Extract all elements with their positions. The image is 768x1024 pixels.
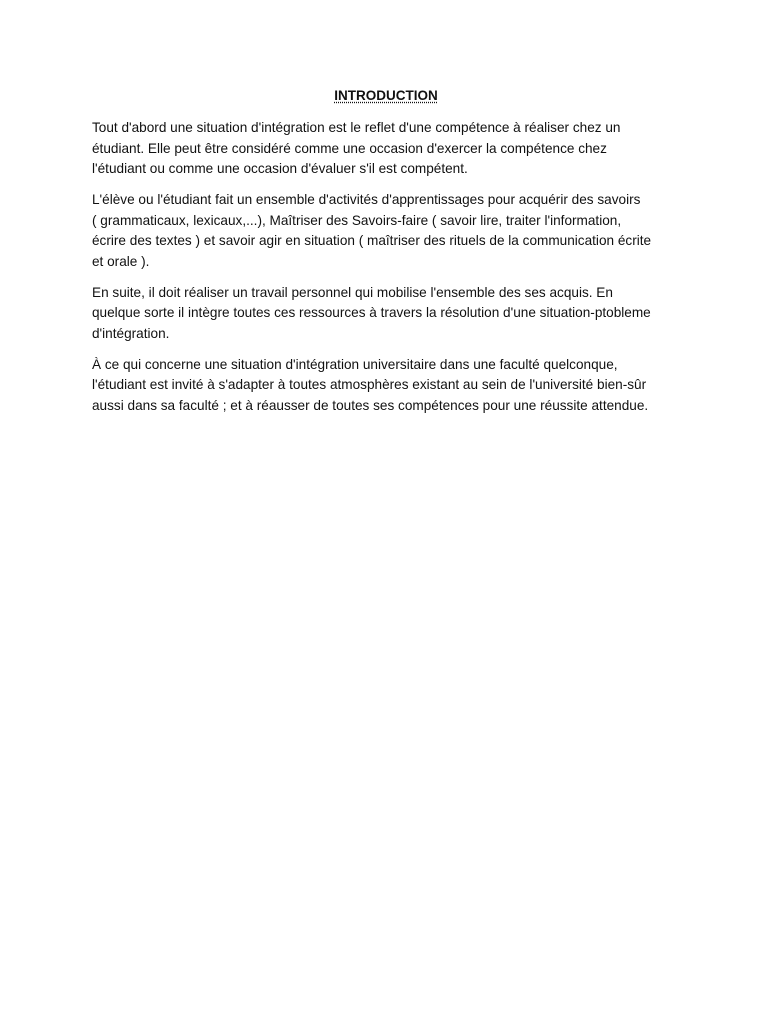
- text-line: l'étudiant ou comme une occasion d'évaluer s'il est compétent.: [92, 161, 468, 176]
- text-line: En suite, il doit réaliser un travail personnel qui mobilise l'ensemble des ses acquis. En: [92, 284, 613, 300]
- paragraph-2: [92, 190, 692, 272]
- paragraph-3: [92, 283, 692, 345]
- text-line: écrire des textes ) et savoir agir en situation ( maîtriser des rituels de la communication écrite: [92, 233, 652, 248]
- text-line: aussi dans sa faculté ; et à réausser de toutes ses compétences pour une réussite attendue.: [92, 397, 649, 413]
- document-body: [92, 118, 692, 427]
- text-line: l'étudiant est invité à s'adapter à toutes atmosphères existant au sein de l'université bien-sûr: [92, 377, 647, 392]
- text-line: ( grammaticaux, lexicaux,...), Maîtriser des Savoirs-faire ( savoir lire, traiter l'information,: [92, 212, 622, 228]
- text-line: et orale ).: [92, 253, 150, 269]
- document-title: INTRODUCTION: [334, 88, 438, 103]
- text-line: Tout d'abord une situation d'intégration est le reflet d'une compétence à réaliser chez un: [92, 120, 621, 135]
- text-line: À ce qui concerne une situation d'intégration universitaire dans une faculté quelconque,: [92, 356, 618, 372]
- paragraph-4: [92, 355, 692, 417]
- text-line: quelque sorte il intègre toutes ces ressources à travers la résolution d'une situation-ptobleme: [92, 305, 651, 320]
- paragraph-1: [92, 118, 692, 180]
- text-line: d'intégration.: [92, 325, 170, 341]
- text-line: L'élève ou l'étudiant fait un ensemble d'activités d'apprentissages pour acquérir des savoirs: [92, 192, 641, 207]
- text-line: étudiant. Elle peut être considéré comme une occasion d'exercer la compétence chez: [92, 140, 607, 156]
